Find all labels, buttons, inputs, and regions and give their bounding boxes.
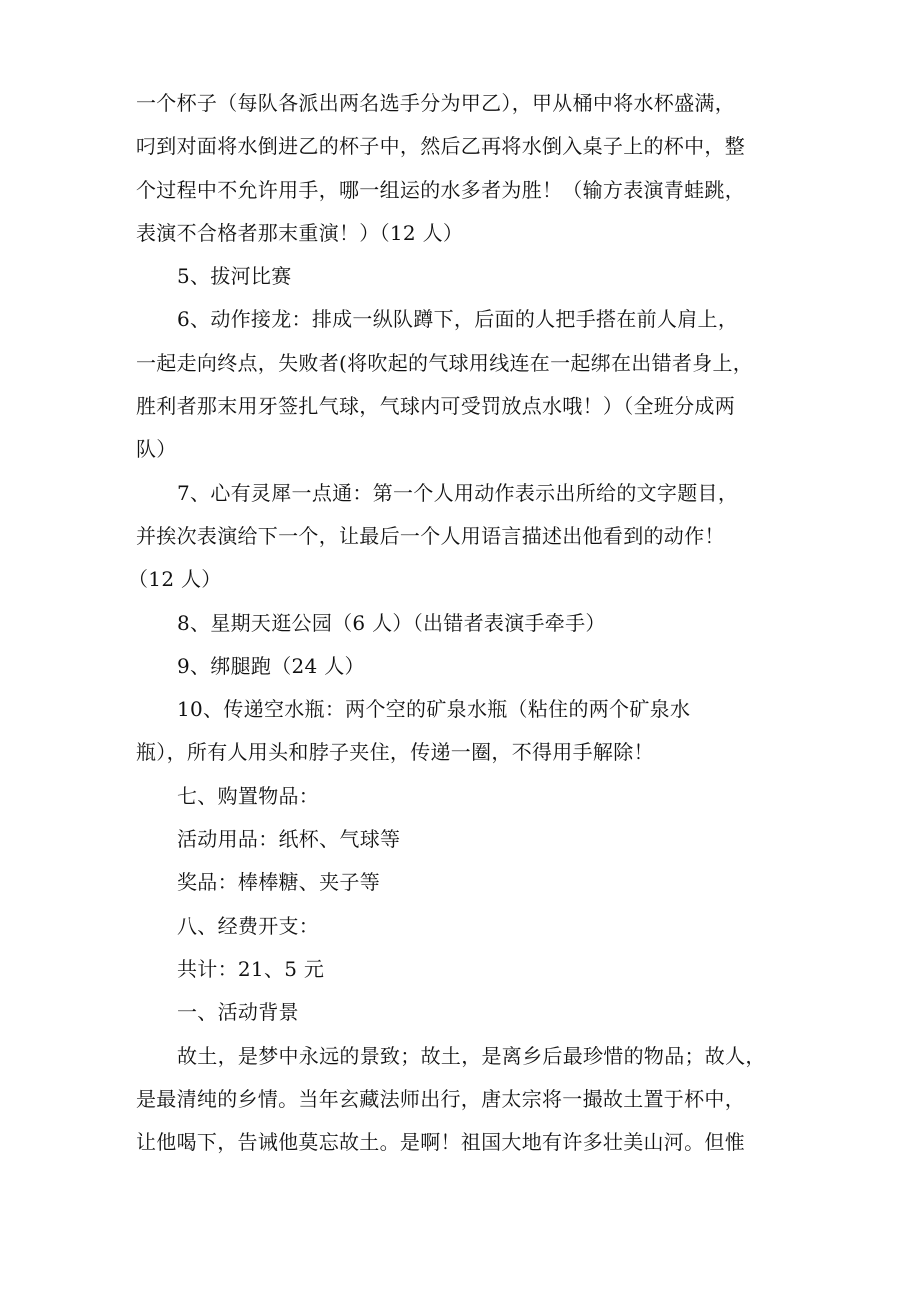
section-heading-background: 一、活动背景: [177, 1000, 299, 1025]
text-line: 叼到对面将水倒进乙的杯子中，然后乙再将水倒入桌子上的杯中，整: [136, 134, 745, 159]
list-item-park-walk: 8、星期天逛公园（6 人）（出错者表演手牵手）: [177, 610, 606, 635]
text-line: 一起走向终点，失败者(将吹起的气球用线连在一起绑在出错者身上，: [136, 350, 754, 375]
list-item-action-relay: 6、动作接龙：排成一纵队蹲下，后面的人把手搭在前人肩上，: [177, 307, 739, 332]
purchase-item-supplies: 活动用品：纸杯、气球等: [177, 827, 401, 852]
section-heading-expenses: 八、经费开支：: [177, 913, 320, 938]
document-body: [128, 82, 796, 1164]
text-line: 个过程中不允许用手，哪一组运的水多者为胜！（输方表演青蛙跳，: [136, 177, 745, 202]
text-line: 胜利者那末用牙签扎气球，气球内可受罚放点水哦！）（全班分成两: [136, 394, 735, 419]
list-item-bottle-pass: 10、传递空水瓶：两个空的矿泉水瓶（粘住的两个矿泉水: [177, 697, 691, 722]
list-item-telepathy: 7、心有灵犀一点通：第一个人用动作表示出所给的文字题目，: [177, 480, 739, 505]
paragraph-line: 让他喝下，告诫他莫忘故土。是啊！祖国大地有许多壮美山河。但惟: [136, 1130, 745, 1155]
purchase-item-prizes: 奖品：棒棒糖、夹子等: [177, 870, 380, 895]
text-line: 瓶），所有人用头和脖子夹住，传递一圈，不得用手解除！: [136, 740, 654, 765]
paragraph-line: 是最清纯的乡情。当年玄藏法师出行，唐太宗将一撮故土置于杯中，: [136, 1086, 745, 1111]
list-item-three-legged-race: 9、绑腿跑（24 人）: [177, 653, 365, 678]
expense-total: 共计：21、5 元: [177, 956, 325, 981]
text-line: 队）: [136, 437, 177, 462]
paragraph-line: 故土，是梦中永远的景致；故土，是离乡后最珍惜的物品；故人，: [177, 1043, 766, 1068]
text-line: （12 人）: [128, 567, 222, 592]
section-heading-purchases: 七、购置物品：: [177, 783, 320, 808]
text-line: 表演不合格者那末重演！）（12 人）: [136, 220, 464, 245]
text-line: 一个杯子（每队各派出两名选手分为甲乙），甲从桶中将水杯盛满，: [136, 91, 735, 115]
list-item-tug-of-war: 5、拔河比赛: [177, 264, 292, 289]
text-line: 并挨次表演给下一个，让最后一个人用语言描述出他看到的动作！: [136, 523, 725, 548]
